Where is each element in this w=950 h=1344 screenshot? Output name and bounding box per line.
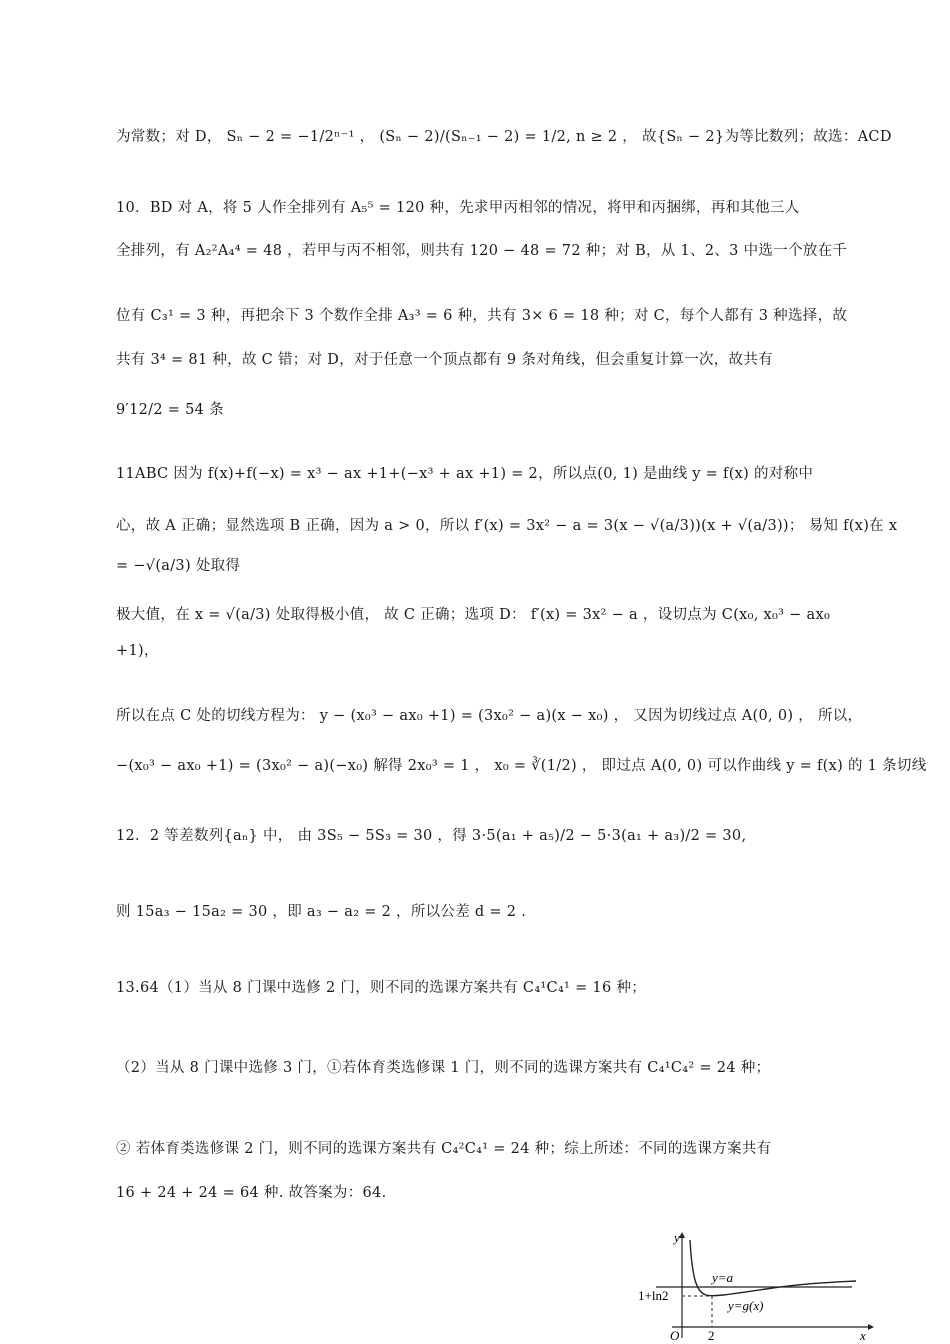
line-5: 9′12/2 = 54 条	[116, 402, 224, 418]
line-18: 16 + 24 + 24 = 64 种. 故答案为：64.	[116, 1185, 387, 1201]
x-axis-arrow	[868, 1324, 874, 1330]
curve-label: y=g(x)	[728, 1298, 764, 1313]
line-15: 13.64（1）当从 8 门课中选修 2 门，则不同的选课方案共有 C₄¹C₄¹ = 16 种；	[116, 980, 646, 996]
x-axis-label: x	[860, 1328, 866, 1343]
line-3: 位有 C₃¹ = 3 种，再把余下 3 个数作全排 A₃³ = 6 种，共有 3× 6 = 18 种；对 C，每个人都有 3 种选择，故	[116, 308, 848, 324]
line-0: 为常数；对 D， Sₙ − 2 = −1/2ⁿ⁻¹ ， (Sₙ − 2)/(Sₙ₋₁ − 2) = 1/2, n ≥ 2 ， 故{Sₙ − 2}为等比数列；故选：ACD	[116, 129, 892, 145]
line-13: 12．2 等差数列{aₙ} 中， 由 3S₅ − 5S₃ = 30 ，得 3·5(a₁ + a₅)/2 − 5·3(a₁ + a₃)/2 = 30,	[116, 828, 747, 844]
tick-y-label: 1+ln2	[638, 1288, 669, 1303]
line-9: 极大值，在 x = √(a/3) 处取得极小值， 故 C 正确；选项 D： f′(x) = 3x² − a ，设切点为 C(x₀, x₀³ − ax₀	[116, 607, 831, 623]
line-4: 共有 3⁴ = 81 种，故 C 错；对 D，对于任意一个顶点都有 9 条对角线，但会重复计算一次，故共有	[116, 352, 773, 368]
line-17: ② 若体育类选修课 2 门，则不同的选课方案共有 C₄²C₄¹ = 24 种；综上所述：不同的选课方案共有	[116, 1141, 772, 1157]
function-graph	[636, 1226, 876, 1344]
line-6: 11ABC 因为 f(x)+f(−x) = x³ − ax +1+(−x³ + ax +1) = 2，所以点(0, 1) 是曲线 y = f(x) 的对称中	[116, 466, 814, 482]
line-16: （2）当从 8 门课中选修 3 门，①若体育类选修课 1 门，则不同的选课方案共有 C₄¹C₄² = 24 种；	[116, 1060, 771, 1076]
y-axis-label: y	[674, 1230, 680, 1245]
line-label: y=a	[712, 1270, 734, 1285]
line-11: 所以在点 C 处的切线方程为： y − (x₀³ − ax₀ +1) = (3x₀² − a)(x − x₀) ， 又因为切线过点 A(0, 0) ， 所以，	[116, 708, 863, 724]
line-7: 心，故 A 正确；显然选项 B 正确，因为 a > 0，所以 f′(x) = 3x² − a = 3(x − √(a/3))(x + √(a/3))； 易知 f(x)在 x	[116, 518, 898, 534]
line-8: = −√(a/3) 处取得	[116, 558, 241, 574]
line-1: 10．BD 对 A，将 5 人作全排列有 A₅⁵ = 120 种，先求甲丙相邻的情况，将甲和丙捆绑，再和其他三人	[116, 200, 800, 216]
line-12: −(x₀³ − ax₀ +1) = (3x₀² − a)(−x₀) 解得 2x₀³ = 1 ， x₀ = ∛(1/2) ， 即过点 A(0, 0) 可以作曲线 y = f(x) 的 1 条切线	[116, 758, 927, 774]
line-14: 则 15a₃ − 15a₂ = 30 ，即 a₃ − a₂ = 2 ，所以公差 d = 2 .	[116, 904, 527, 920]
y-axis-arrow	[679, 1232, 685, 1238]
line-2: 全排列，有 A₂²A₄⁴ = 48 ，若甲与丙不相邻，则共有 120 − 48 = 72 种；对 B，从 1、2、3 中选一个放在千	[116, 243, 848, 259]
tick-x-label: 2	[708, 1328, 715, 1343]
line-10: +1)，	[116, 643, 159, 659]
origin-label: O	[670, 1328, 680, 1343]
